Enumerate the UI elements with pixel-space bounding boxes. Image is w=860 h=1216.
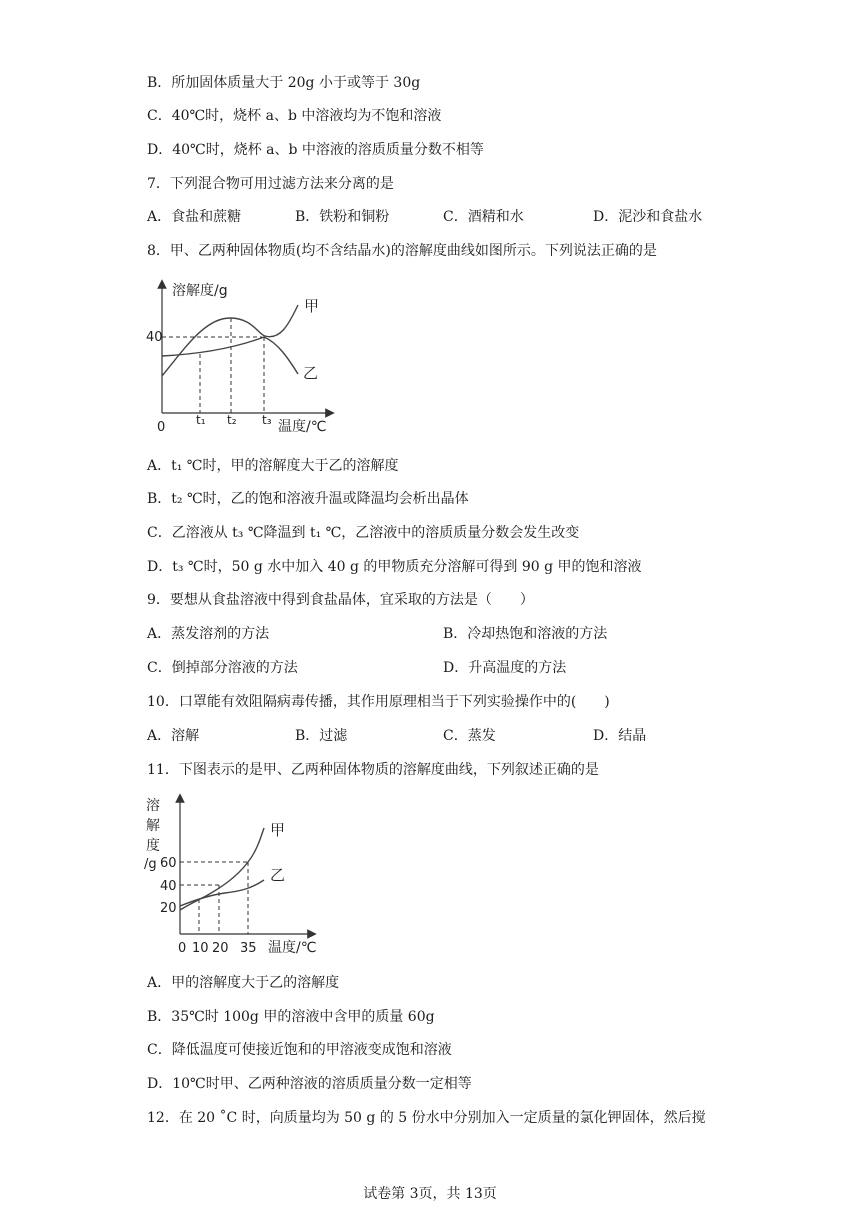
q11-solubility-chart: [140, 792, 340, 958]
q11-y-label-1: 溶: [146, 798, 160, 814]
q8-x-tick-t3: t₃: [262, 413, 272, 427]
q11-series-yi-line: [180, 880, 264, 906]
q11-option-c: C．降低温度可使接近饱和的甲溶液变成饱和溶液: [147, 1042, 452, 1058]
q11-y-label-3: 度: [146, 838, 160, 854]
q9-option-a: A．蒸发溶剂的方法: [147, 626, 270, 642]
q7-option-c: C．酒精和水: [443, 209, 524, 225]
q9-option-c: C．倒掉部分溶液的方法: [147, 660, 298, 676]
q11-series-yi-label: 乙: [270, 866, 286, 884]
q8-origin-label: 0: [157, 420, 166, 435]
q11-x-tick-35: 35: [240, 941, 257, 956]
q11-series-jia-label: 甲: [270, 821, 286, 839]
question-8-stem: 8．甲、乙两种固体物质(均不含结晶水)的溶解度曲线如图所示。下列说法正确的是: [147, 243, 657, 259]
q8-y-axis-label: 溶解度/g: [172, 283, 228, 299]
q10-option-b: B．过滤: [295, 728, 348, 744]
q11-option-b: B．35℃时 100g 甲的溶液中含甲的质量 60g: [147, 1009, 435, 1025]
q8-solubility-chart: [140, 278, 340, 438]
q8-series-jia-label: 甲: [304, 297, 320, 315]
q11-series-jia-line: [180, 828, 264, 910]
q8-series-yi-label: 乙: [303, 364, 319, 382]
q8-x-tick-t1: t₁: [196, 413, 206, 427]
q11-option-a: A．甲的溶解度大于乙的溶解度: [147, 975, 340, 991]
q8-x-axis-label: 温度/℃: [278, 419, 327, 435]
q6-option-b: B．所加固体质量大于 20g 小于或等于 30g: [147, 75, 421, 91]
q11-y-label-2: 解: [146, 818, 160, 834]
q11-x-tick-0: 0: [178, 941, 187, 956]
q8-option-c: C．乙溶液从 t₃ ℃降温到 t₁ ℃，乙溶液中的溶质质量分数会发生改变: [147, 525, 580, 541]
q8-option-d: D．t₃ ℃时，50 g 水中加入 40 g 的甲物质充分溶解可得到 90 g 甲的饱和溶液: [147, 559, 642, 575]
q8-option-b: B．t₂ ℃时，乙的饱和溶液升温或降温均会析出晶体: [147, 491, 469, 507]
q11-x-axis-label: 温度/℃: [268, 940, 317, 956]
q7-option-b: B．铁粉和铜粉: [295, 209, 390, 225]
q11-x-tick-20: 20: [212, 941, 229, 956]
q11-x-tick-10: 10: [192, 941, 209, 956]
q7-option-d: D．泥沙和食盐水: [593, 209, 703, 225]
q10-option-a: A．溶解: [147, 728, 200, 744]
question-11-stem: 11．下图表示的是甲、乙两种固体物质的溶解度曲线，下列叙述正确的是: [147, 762, 599, 778]
q8-y-tick-40: 40: [146, 330, 163, 345]
q8-series-jia-line: [162, 305, 298, 376]
q10-option-d: D．结晶: [593, 728, 647, 744]
question-12-stem: 12．在 20 ˚C 时，向质量均为 50 g 的 5 份水中分别加入一定质量的氯化钾固体，然后搅: [147, 1110, 706, 1126]
q9-option-d: D．升高温度的方法: [443, 660, 567, 676]
q6-option-d: D．40℃时，烧杯 a、b 中溶液的溶质质量分数不相等: [147, 142, 484, 158]
q8-x-tick-t2: t₂: [227, 413, 237, 427]
q11-option-d: D．10℃时甲、乙两种溶液的溶质质量分数一定相等: [147, 1076, 472, 1092]
q11-y-tick-60: 60: [160, 856, 177, 871]
question-7-stem: 7．下列混合物可用过滤方法来分离的是: [147, 176, 394, 192]
q10-option-c: C．蒸发: [443, 728, 496, 744]
question-10-stem: 10．口罩能有效阻隔病毒传播，其作用原理相当于下列实验操作中的( ): [147, 694, 610, 710]
page-footer: 试卷第 3页，共 13页: [363, 1186, 497, 1202]
q8-series-yi-line: [162, 337, 298, 374]
q8-option-a: A．t₁ ℃时，甲的溶解度大于乙的溶解度: [147, 458, 399, 474]
q6-option-c: C．40℃时，烧杯 a、b 中溶液均为不饱和溶液: [147, 108, 442, 124]
q11-y-tick-40: 40: [160, 879, 177, 894]
q9-option-b: B．冷却热饱和溶液的方法: [443, 626, 608, 642]
q11-y-label-4: /g: [144, 857, 157, 872]
q11-y-tick-20: 20: [160, 901, 177, 916]
question-9-stem: 9．要想从食盐溶液中得到食盐晶体，宜采取的方法是（ ）: [147, 592, 534, 608]
q7-option-a: A．食盐和蔗糖: [147, 209, 242, 225]
